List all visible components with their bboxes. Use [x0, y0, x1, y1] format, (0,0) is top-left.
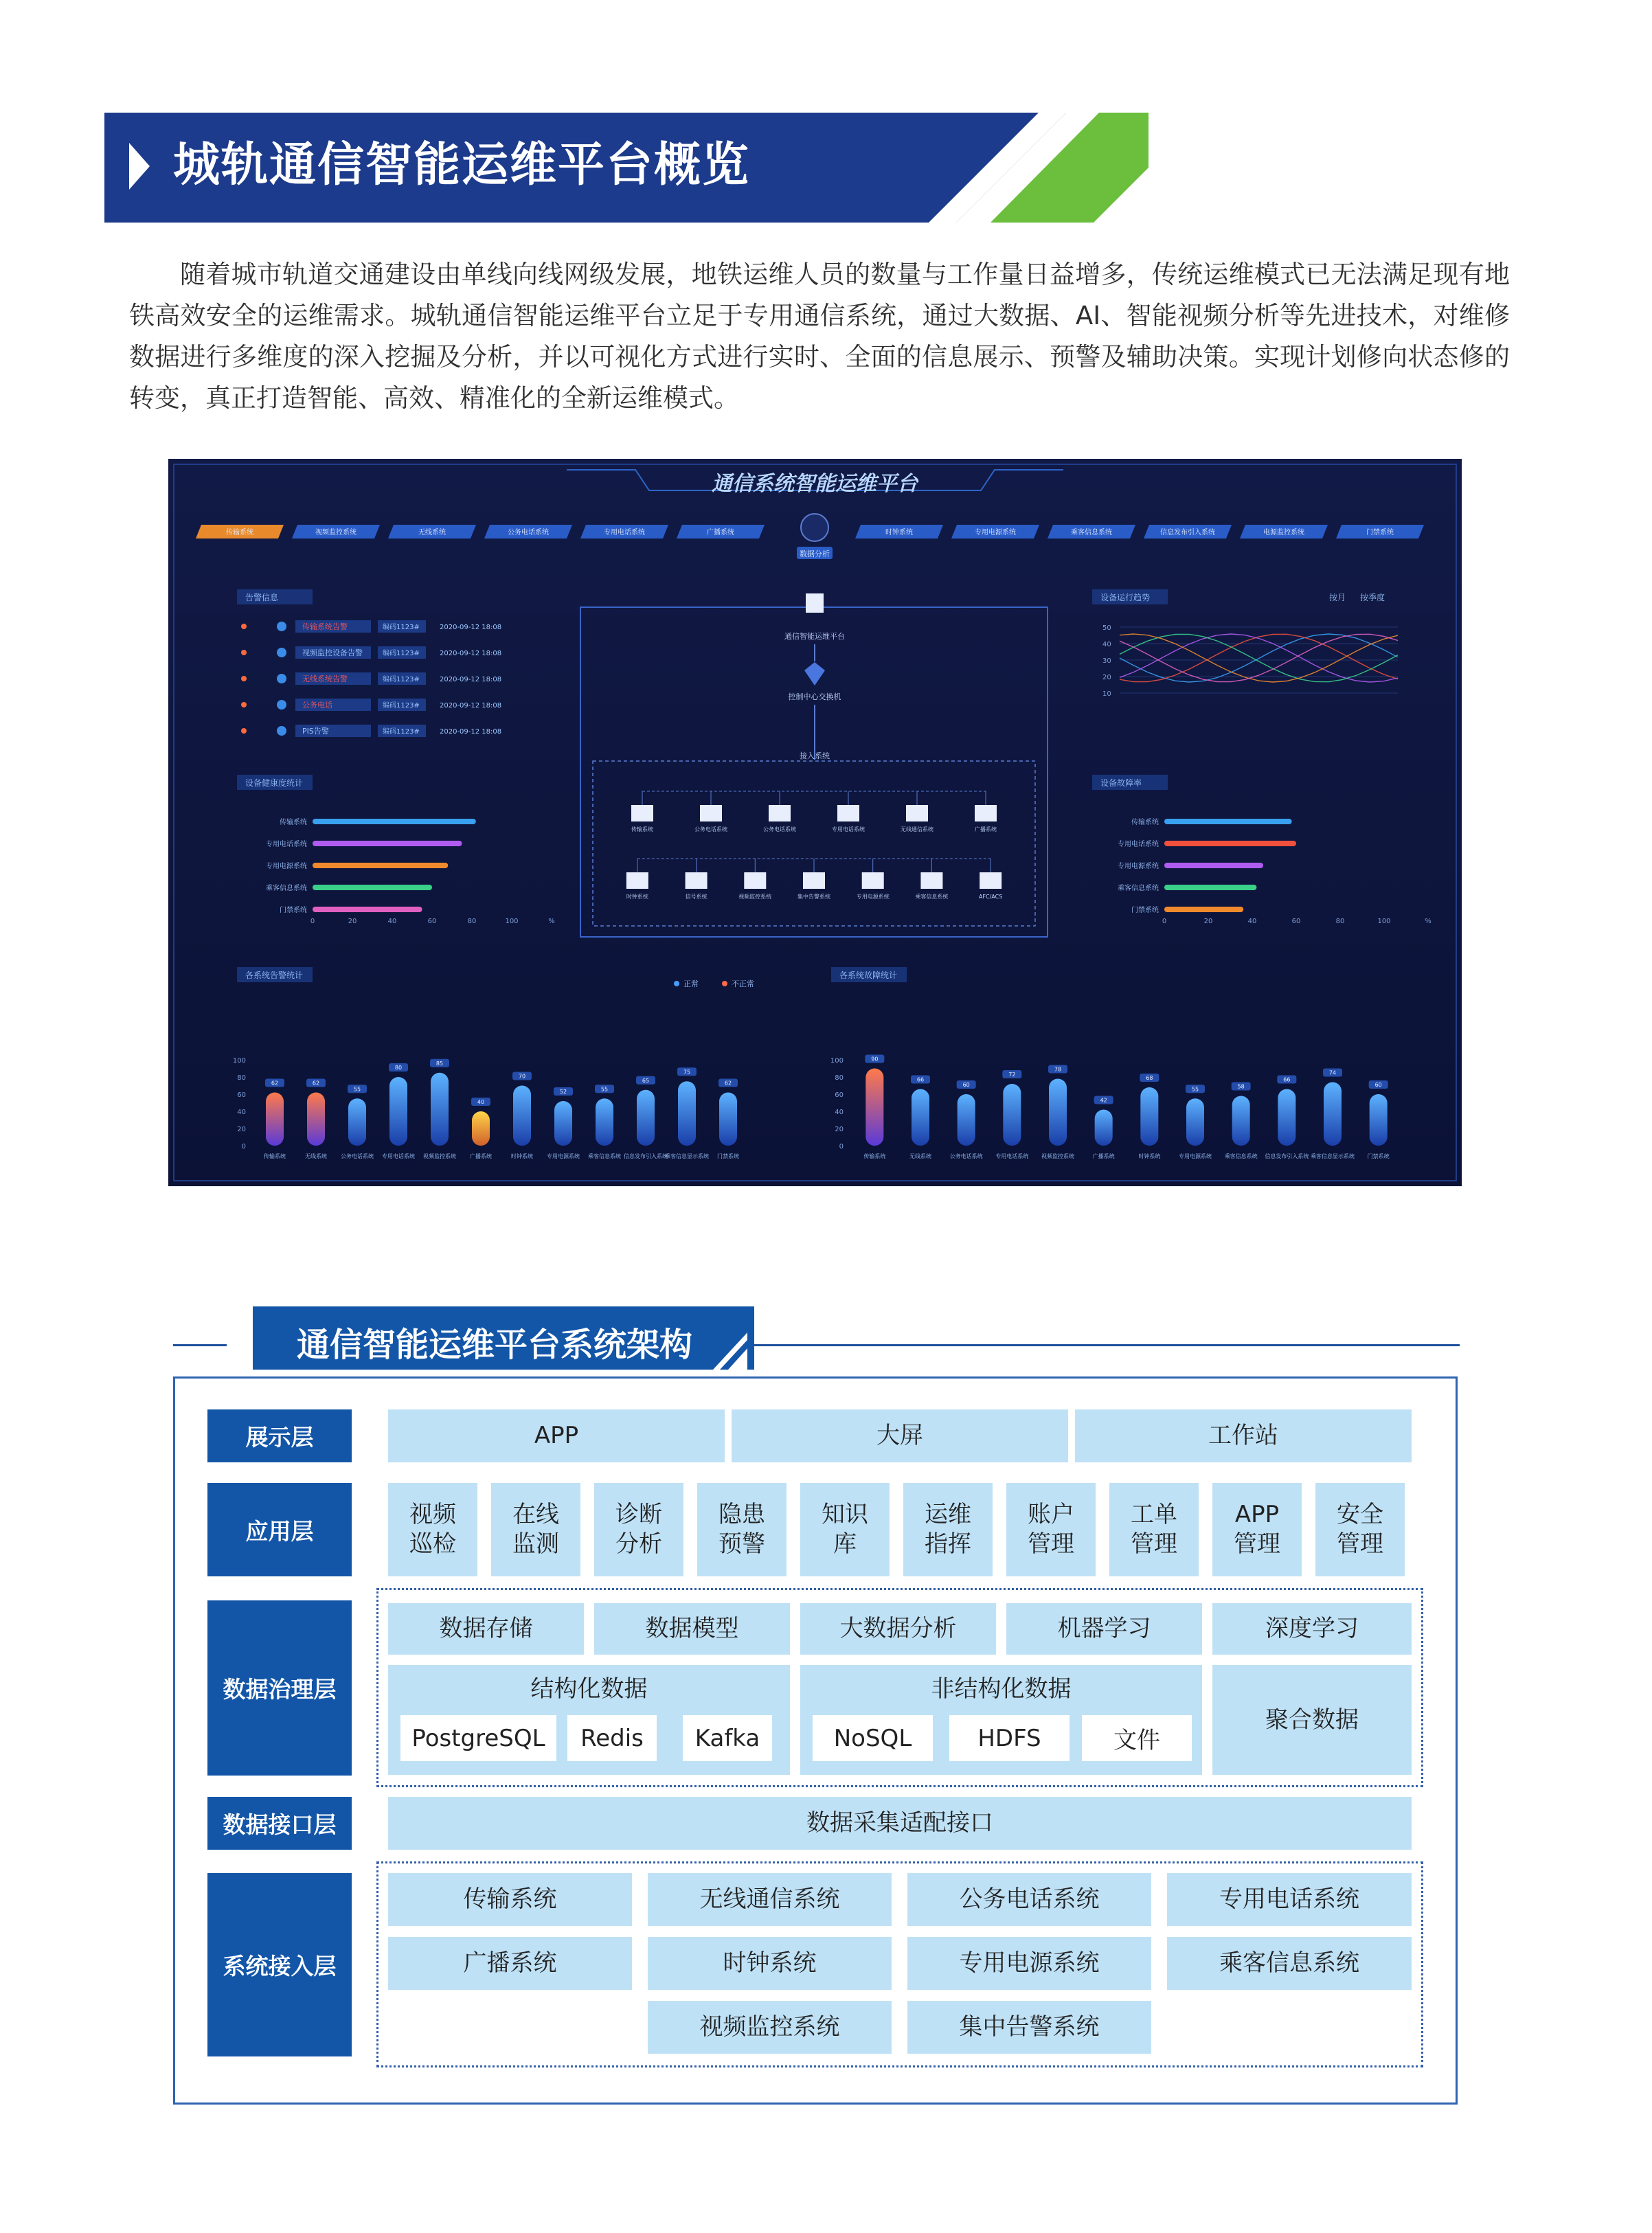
- hbar-label: 专用电源系统: [266, 863, 307, 870]
- column-label: 门禁系统: [717, 1153, 739, 1159]
- column-label: 专用电话系统: [995, 1153, 1029, 1159]
- hbar-label: 乘客信息系统: [266, 885, 307, 892]
- access-power: 专用电源系统: [907, 1937, 1151, 1990]
- alarm-dot: [241, 728, 247, 734]
- column-bar: [865, 1069, 883, 1146]
- svg-text:不正常: 不正常: [732, 979, 754, 988]
- column-value: 55: [353, 1086, 361, 1093]
- structured-redis: Redis: [567, 1715, 657, 1761]
- alarm-code: 编码1123#: [383, 728, 420, 736]
- column-bar: [554, 1101, 572, 1146]
- intro-paragraph: 随着城市轨道交通建设由单线向线网级发展，地铁运维人员的数量与工作量日益增多，传统运维模式已无法满足现有地铁高效安全的运维需求。城轨通信智能运维平台立足于专用通信系统，通过大数据、AI、智能视频分析等先进技术，对维修数据进行多维度的深入挖掘及分析，并以可视化方式进行实时、全面的信息展示、预警及辅助决策。实现计划修向状态修的转变，真正打造智能、高效、精准化的全新运维模式。: [129, 260, 1510, 413]
- alarm-icon: [277, 674, 286, 683]
- hbar-axis-tick: 60: [1291, 918, 1301, 925]
- gov-ml: 机器学习: [1006, 1603, 1202, 1655]
- column-value: 55: [1191, 1086, 1199, 1093]
- col-axis-tick: 80: [835, 1074, 844, 1082]
- col-axis-tick: 40: [237, 1109, 246, 1116]
- access-broadcast: 广播系统: [388, 1937, 632, 1990]
- server-icon: [803, 872, 825, 889]
- alarm-dot: [241, 624, 247, 629]
- topo-label: 乘客信息系统: [915, 894, 949, 900]
- hbar-axis-tick: 0: [1162, 918, 1167, 925]
- column-value: 60: [962, 1082, 970, 1088]
- app-item: 知识 库: [800, 1483, 890, 1576]
- column-value: 72: [1008, 1072, 1016, 1078]
- column-bar: [348, 1098, 366, 1146]
- svg-text:按月: 按月: [1329, 593, 1346, 602]
- column-label: 视频监控系统: [1041, 1153, 1074, 1159]
- column-bar: [1003, 1084, 1021, 1146]
- hbar-axis-tick: 20: [1203, 918, 1213, 925]
- hbar-axis-tick: 80: [1335, 918, 1345, 925]
- dashboard-tab-label: 时钟系统: [885, 529, 913, 536]
- column-value: 58: [1237, 1083, 1245, 1090]
- column-value: 62: [271, 1080, 279, 1087]
- column-value: 78: [1054, 1066, 1062, 1073]
- topo-label: 专用电源系统: [856, 894, 890, 900]
- column-bar: [513, 1086, 531, 1146]
- hbar: [313, 907, 422, 912]
- hbar-axis-tick: %: [548, 918, 555, 925]
- dashboard-tab-label: 信息发布引入系统: [1160, 529, 1215, 536]
- server-icon: [837, 805, 859, 821]
- line-axis-tick: 30: [1102, 657, 1111, 665]
- hbar-label: 乘客信息系统: [1118, 885, 1159, 892]
- column-label: 时钟系统: [511, 1153, 533, 1159]
- column-bar: [912, 1089, 929, 1146]
- layer-governance: 数据治理层: [207, 1600, 352, 1776]
- column-label: 专用电源系统: [547, 1153, 580, 1159]
- alarm-text: 传输系统告警: [302, 622, 348, 631]
- app-item: 诊断 分析: [594, 1483, 683, 1576]
- alarm-dot: [241, 676, 247, 681]
- col-axis-tick: 20: [835, 1126, 844, 1133]
- alarm-code: 编码1123#: [383, 650, 420, 657]
- app-item: 隐患 预警: [697, 1483, 787, 1576]
- display-app: APP: [388, 1409, 725, 1462]
- dashboard-tab-label: 视频监控系统: [315, 529, 357, 536]
- dashboard-tab-label: 电源监控系统: [1263, 529, 1304, 536]
- arch-title: 通信智能运维平台系统架构: [297, 1326, 693, 1364]
- server-icon: [769, 805, 791, 821]
- play-arrow-icon: [129, 143, 150, 190]
- column-value: 90: [871, 1056, 879, 1063]
- column-bar: [266, 1093, 284, 1146]
- alarm-code: 编码1123#: [383, 624, 420, 631]
- svg-text:各系统告警统计: 各系统告警统计: [245, 971, 304, 980]
- hbar-label: 门禁系统: [280, 907, 307, 914]
- column-label: 广播系统: [470, 1153, 492, 1159]
- access-dedicated-phone: 专用电话系统: [1167, 1873, 1412, 1926]
- display-workstation: 工作站: [1075, 1409, 1412, 1462]
- hbar-label: 专用电话系统: [1118, 841, 1159, 848]
- column-bar: [472, 1111, 490, 1146]
- gov-dl: 深度学习: [1212, 1603, 1412, 1655]
- alarm-icon: [277, 700, 286, 710]
- layer-interface: 数据接口层: [207, 1797, 352, 1850]
- col-axis-tick: 80: [237, 1074, 246, 1082]
- column-label: 公务电话系统: [341, 1153, 374, 1159]
- column-value: 65: [642, 1077, 650, 1084]
- svg-text:控制中心交换机: 控制中心交换机: [788, 692, 841, 701]
- column-label: 专用电源系统: [1179, 1153, 1212, 1159]
- hbar-label: 门禁系统: [1131, 907, 1159, 914]
- column-label: 公务电话系统: [949, 1153, 983, 1159]
- access-clock: 时钟系统: [648, 1937, 892, 1990]
- svg-text:设备运行趋势: 设备运行趋势: [1100, 593, 1151, 602]
- hbar: [313, 841, 462, 846]
- alarm-time: 2020-09-12 18:08: [440, 650, 502, 657]
- server-icon: [906, 805, 928, 821]
- app-item: 工单 管理: [1109, 1483, 1199, 1576]
- hbar-label: 传输系统: [1131, 819, 1159, 826]
- gov-bigdata: 大数据分析: [800, 1603, 996, 1655]
- column-value: 74: [1328, 1069, 1337, 1076]
- line-axis-tick: 40: [1102, 641, 1111, 648]
- structured-data-box: 结构化数据: [388, 1665, 790, 1775]
- alarm-time: 2020-09-12 18:08: [440, 728, 502, 736]
- hbar-axis-tick: 40: [387, 918, 397, 925]
- alarm-dot: [241, 650, 247, 655]
- column-label: 信息发布引入系统: [624, 1153, 668, 1159]
- display-bigscreen: 大屏: [732, 1409, 1068, 1462]
- app-item: 视频 巡检: [388, 1483, 477, 1576]
- alarm-text: 视频监控设备告警: [302, 648, 363, 657]
- column-value: 80: [394, 1065, 403, 1071]
- column-label: 传输系统: [863, 1153, 886, 1159]
- server-icon: [975, 805, 997, 821]
- topo-label: 时钟系统: [626, 894, 648, 900]
- dashboard-tab-label: 乘客信息系统: [1071, 529, 1112, 536]
- hbar-label: 专用电源系统: [1118, 863, 1159, 870]
- hbar-axis-tick: 100: [505, 918, 519, 925]
- column-label: 乘客信息系统: [588, 1153, 621, 1159]
- column-label: 无线系统: [305, 1153, 327, 1159]
- dashboard-title: 通信系统智能运维平台: [712, 472, 918, 496]
- interface-adapter: 数据采集适配接口: [388, 1797, 1412, 1850]
- app-item: APP 管理: [1212, 1483, 1302, 1576]
- alarm-icon: [277, 648, 286, 657]
- column-value: 40: [477, 1099, 485, 1105]
- line-axis-tick: 10: [1102, 690, 1111, 698]
- column-value: 85: [435, 1060, 444, 1067]
- dashboard-tab-label: 无线系统: [418, 529, 446, 536]
- column-value: 62: [724, 1080, 732, 1087]
- hbar: [313, 819, 476, 824]
- hbar: [1164, 819, 1292, 824]
- column-bar: [1186, 1098, 1204, 1146]
- hbar-axis-tick: 20: [348, 918, 357, 925]
- dashboard-tab-label: 专用电源系统: [975, 529, 1016, 536]
- hbar-axis-tick: %: [1425, 918, 1432, 925]
- hbar: [1164, 885, 1256, 890]
- column-label: 专用电话系统: [382, 1153, 415, 1159]
- aggregate-data: 聚合数据: [1212, 1665, 1412, 1775]
- layer-application: 应用层: [207, 1483, 352, 1576]
- app-item: 运维 指挥: [903, 1483, 993, 1576]
- line-axis-tick: 50: [1102, 624, 1111, 632]
- column-bar: [1232, 1096, 1250, 1146]
- column-bar: [719, 1093, 737, 1146]
- svg-text:数据分析: 数据分析: [800, 549, 830, 558]
- alarm-time: 2020-09-12 18:08: [440, 676, 502, 683]
- hbar-axis-tick: 60: [427, 918, 437, 925]
- column-label: 无线系统: [909, 1153, 931, 1159]
- server-icon: [862, 872, 884, 889]
- col-axis-tick: 40: [835, 1109, 844, 1116]
- svg-text:设备故障率: 设备故障率: [1100, 778, 1142, 788]
- alarm-text: 无线系统告警: [302, 675, 348, 683]
- svg-text:通信智能运维平台: 通信智能运维平台: [784, 632, 845, 641]
- unstructured-nosql: NoSQL: [813, 1715, 933, 1761]
- column-value: 66: [1283, 1076, 1291, 1083]
- alarm-text: 公务电话: [302, 701, 332, 710]
- svg-text:接入系统: 接入系统: [800, 751, 830, 760]
- column-value: 55: [600, 1086, 609, 1093]
- server-icon: [686, 872, 708, 889]
- section-title: 城轨通信智能运维平台概览: [173, 138, 751, 192]
- layer-access: 系统接入层: [207, 1873, 352, 2056]
- column-bar: [958, 1094, 975, 1146]
- col-axis-tick: 100: [830, 1057, 844, 1065]
- alarm-dot: [241, 702, 247, 707]
- column-label: 视频监控系统: [423, 1153, 456, 1159]
- col-axis-tick: 0: [839, 1143, 844, 1150]
- svg-text:正常: 正常: [683, 979, 699, 988]
- title-rule-right: [752, 1344, 1460, 1346]
- svg-text:按季度: 按季度: [1360, 593, 1385, 602]
- topo-label: AFC/ACS: [978, 894, 1003, 900]
- topo-label: 传输系统: [631, 826, 653, 832]
- topo-label: 视频监控系统: [738, 894, 772, 900]
- alarm-code: 编码1123#: [383, 702, 420, 710]
- unstructured-file: 文件: [1082, 1715, 1192, 1761]
- hbar: [313, 863, 448, 868]
- app-item: 安全 管理: [1315, 1483, 1405, 1576]
- column-label: 时钟系统: [1138, 1153, 1161, 1159]
- hbar-label: 传输系统: [280, 819, 307, 826]
- hbar-axis-tick: 80: [467, 918, 477, 925]
- alarm-time: 2020-09-12 18:08: [440, 702, 502, 710]
- column-label: 乘客信息系统: [1224, 1153, 1258, 1159]
- column-label: 乘客信息显示系统: [665, 1153, 709, 1159]
- app-item: 账户 管理: [1006, 1483, 1096, 1576]
- alarm-icon: [277, 622, 286, 631]
- gov-model: 数据模型: [594, 1603, 790, 1655]
- hbar-axis-tick: 100: [1377, 918, 1391, 925]
- col-axis-tick: 20: [237, 1126, 246, 1133]
- server-icon: [626, 872, 648, 889]
- access-public-phone: 公务电话系统: [907, 1873, 1151, 1926]
- access-wireless: 无线通信系统: [648, 1873, 892, 1926]
- topo-label: 信号系统: [685, 894, 708, 900]
- access-pis: 乘客信息系统: [1167, 1937, 1412, 1990]
- column-label: 乘客信息显示系统: [1311, 1153, 1355, 1159]
- column-bar: [307, 1093, 325, 1146]
- column-value: 75: [683, 1069, 691, 1076]
- column-bar: [389, 1077, 407, 1146]
- structured-kafka: Kafka: [683, 1715, 772, 1761]
- column-label: 门禁系统: [1367, 1153, 1390, 1159]
- hbar: [1164, 863, 1263, 868]
- column-label: 广播系统: [1092, 1153, 1115, 1159]
- column-value: 68: [1146, 1075, 1153, 1081]
- column-label: 传输系统: [264, 1153, 286, 1159]
- column-value: 66: [916, 1076, 925, 1083]
- hbar-axis-tick: 0: [310, 918, 315, 925]
- column-value: 60: [1374, 1082, 1382, 1088]
- access-central-alarm: 集中告警系统: [907, 2001, 1151, 2054]
- topo-label: 专用电话系统: [832, 826, 865, 832]
- server-icon: [631, 805, 653, 821]
- col-axis-tick: 0: [241, 1143, 246, 1150]
- dashboard-screenshot: [168, 459, 1462, 1186]
- dashboard-tab-label: 专用电话系统: [604, 529, 645, 536]
- column-bar: [678, 1081, 696, 1146]
- layer-display: 展示层: [207, 1409, 352, 1462]
- structured-postgresql: PostgreSQL: [400, 1715, 556, 1761]
- hbar: [1164, 907, 1243, 912]
- dashboard-tab-label: 公务电话系统: [508, 529, 549, 536]
- hbar-axis-tick: 40: [1247, 918, 1257, 925]
- line-axis-tick: 20: [1102, 674, 1111, 681]
- alarm-text: PIS告警: [302, 727, 329, 736]
- topo-label: 集中告警系统: [797, 894, 830, 900]
- server-icon: [920, 872, 942, 889]
- dashboard-tab-label: 传输系统: [226, 529, 253, 536]
- column-label: 信息发布引入系统: [1265, 1153, 1309, 1159]
- topo-label: 公务电话系统: [694, 826, 727, 832]
- column-bar: [1140, 1087, 1158, 1146]
- unstructured-data-box: 非结构化数据: [800, 1665, 1202, 1775]
- unstructured-hdfs: HDFS: [949, 1715, 1070, 1761]
- column-value: 52: [559, 1089, 567, 1095]
- server-icon: [700, 805, 722, 821]
- svg-text:各系统故障统计: 各系统故障统计: [839, 971, 898, 980]
- column-value: 70: [518, 1073, 526, 1080]
- column-value: 42: [1100, 1097, 1107, 1104]
- access-transmission: 传输系统: [388, 1873, 632, 1926]
- topo-label: 无线通信系统: [901, 826, 934, 832]
- column-bar: [637, 1090, 655, 1146]
- column-value: 62: [312, 1080, 320, 1087]
- hbar-label: 专用电话系统: [266, 841, 307, 848]
- col-axis-tick: 60: [835, 1091, 844, 1099]
- gov-storage: 数据存储: [388, 1603, 584, 1655]
- svg-text:告警信息: 告警信息: [245, 593, 279, 602]
- col-axis-tick: 60: [237, 1091, 246, 1099]
- column-bar: [1370, 1094, 1388, 1146]
- column-bar: [1278, 1089, 1295, 1146]
- hbar: [1164, 841, 1296, 846]
- column-bar: [596, 1098, 613, 1146]
- dashboard-tab-label: 门禁系统: [1366, 529, 1394, 536]
- app-item: 在线 监测: [491, 1483, 580, 1576]
- title-rule-left: [173, 1344, 227, 1346]
- topo-label: 公务电话系统: [763, 826, 796, 832]
- alarm-code: 编码1123#: [383, 676, 420, 683]
- alarm-icon: [277, 726, 286, 736]
- access-cctv: 视频监控系统: [648, 2001, 892, 2054]
- hbar: [313, 885, 432, 890]
- alarm-time: 2020-09-12 18:08: [440, 624, 502, 631]
- column-bar: [1049, 1079, 1067, 1146]
- topo-label: 广播系统: [975, 826, 997, 832]
- svg-text:设备健康度统计: 设备健康度统计: [245, 778, 304, 788]
- column-bar: [431, 1073, 449, 1146]
- server-icon: [980, 872, 1002, 889]
- column-bar: [1095, 1110, 1113, 1146]
- col-axis-tick: 100: [232, 1057, 246, 1065]
- column-bar: [1324, 1083, 1342, 1146]
- dashboard-tab-label: 广播系统: [707, 529, 734, 536]
- server-icon: [744, 872, 766, 889]
